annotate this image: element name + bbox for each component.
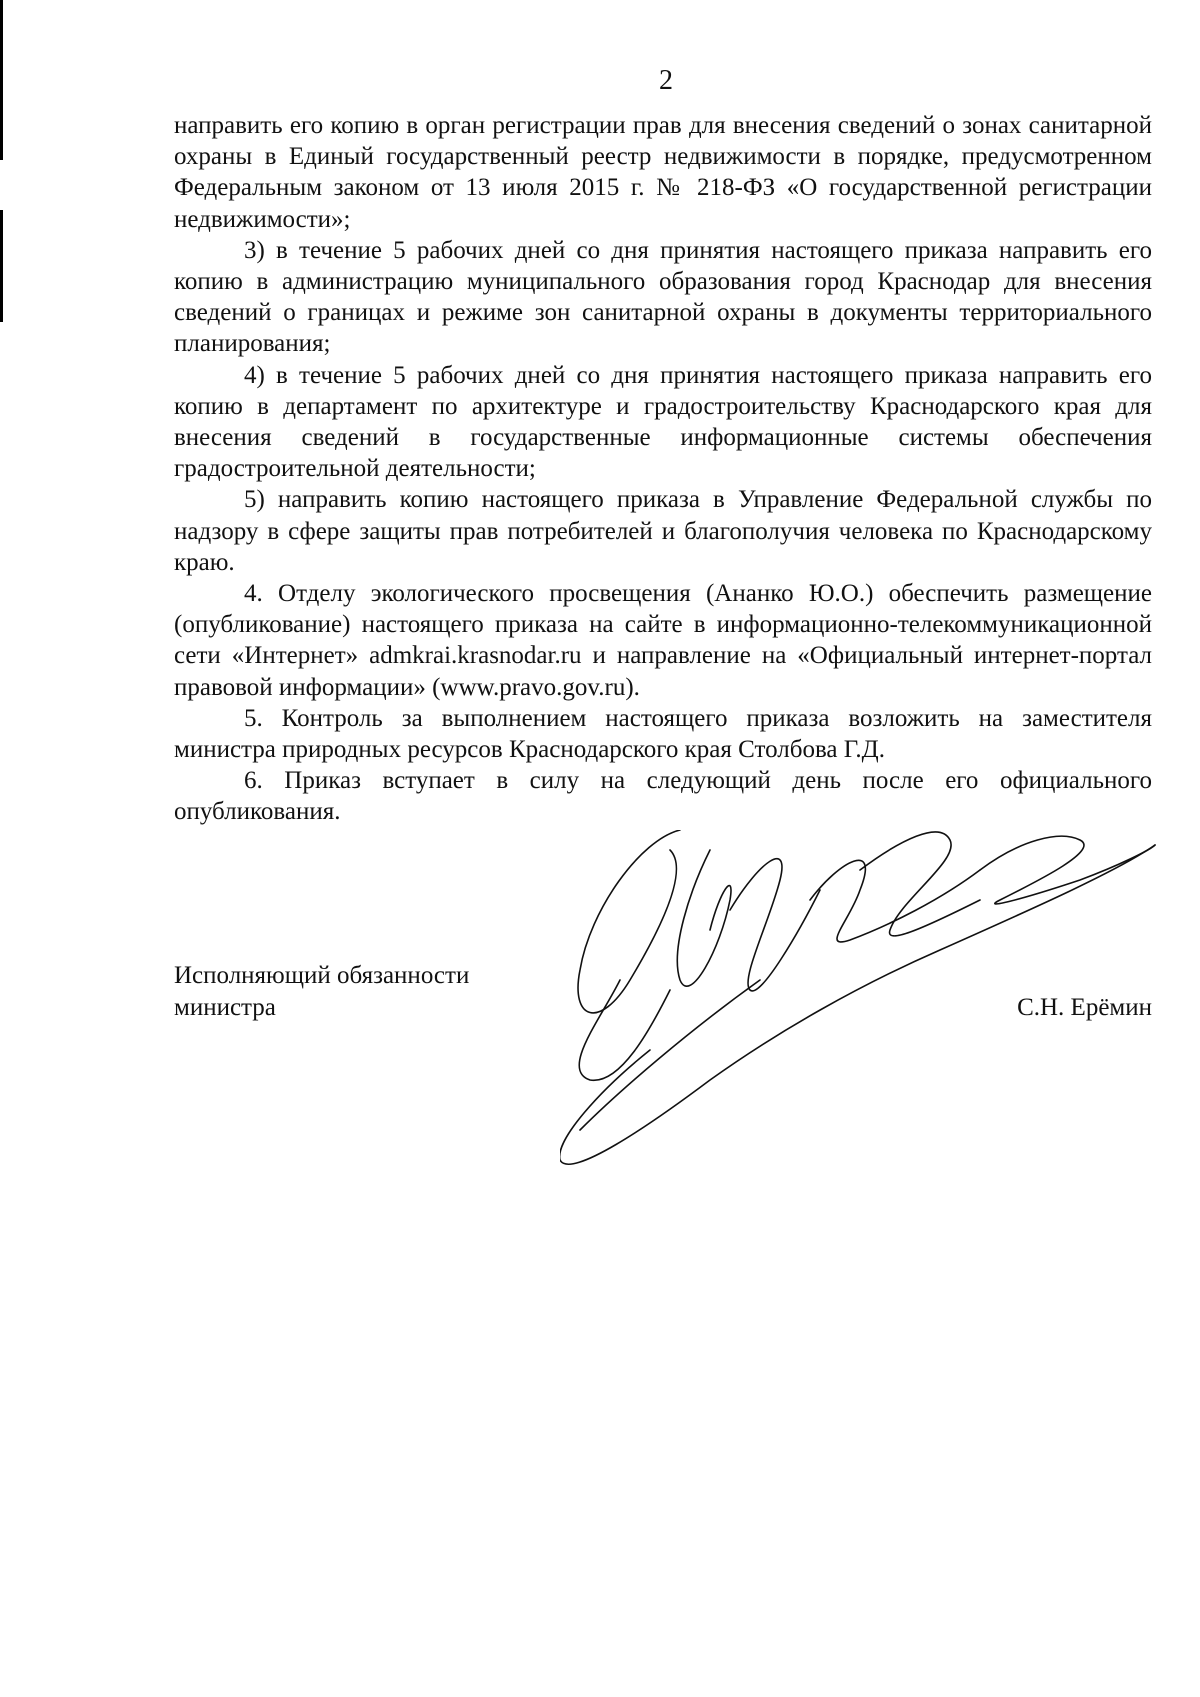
paragraph-clause-5: 5. Контроль за выполнением настоящего приказа возложить на заместителя министра природных ресурсов Краснодарского края Столбова Г.Д. xyxy=(174,704,1152,764)
signer-name: С.Н. Ерёмин xyxy=(1017,994,1152,1021)
signer-position-line-2: министра xyxy=(174,994,276,1021)
signature-block xyxy=(174,960,1152,1040)
signer-position-line-1: Исполняющий обязанности xyxy=(174,962,470,989)
paragraph-item-3: 3) в течение 5 рабочих дней со дня принятия настоящего приказа направить его копию в администрацию муниципального образования город Краснодар для внесения сведений о границах и режиме зон санитарной охраны в документы территориального планирования; xyxy=(174,236,1152,358)
paragraph-clause-6: 6. Приказ вступает в силу на следующий день после его официального опубликования. xyxy=(174,767,1152,826)
paragraph-item-4: 4) в течение 5 рабочих дней со дня принятия настоящего приказа направить его копию в департамент по архитектуре и градостроительству Краснодарского края для внесения сведений в государственные информационные системы обеспечения градостроительной деятельности; xyxy=(174,361,1152,483)
signer-position xyxy=(174,960,594,1024)
paragraph-continuation: направить его копию в орган регистрации прав для внесения сведений о зонах санитарной охраны в Единый государственный реестр недвижимости в порядке, предусмотренном Федеральным законом от 13 июля 2015 г. № 218-ФЗ «О государственной регистрации недвижимости»; xyxy=(174,112,1152,233)
document-body xyxy=(174,110,1152,828)
scan-edge-mark xyxy=(0,210,3,322)
paragraph-item-5: 5) направить копию настоящего приказа в Управление Федеральной службы по надзору в сфере защиты прав потребителей и благополучия человека по Краснодарскому краю. xyxy=(174,486,1152,576)
paragraph-clause-4: 4. Отделу экологического просвещения (Ананко Ю.О.) обеспечить размещение (опубликование) настоящего приказа на сайте в информационно-телекоммуникационной сети «Интернет» admkrai.krasnodar.ru и направление на «Официальный интернет-портал правовой информации» (www.pravo.gov.ru). xyxy=(174,580,1152,701)
page-number: 2 xyxy=(659,65,673,96)
